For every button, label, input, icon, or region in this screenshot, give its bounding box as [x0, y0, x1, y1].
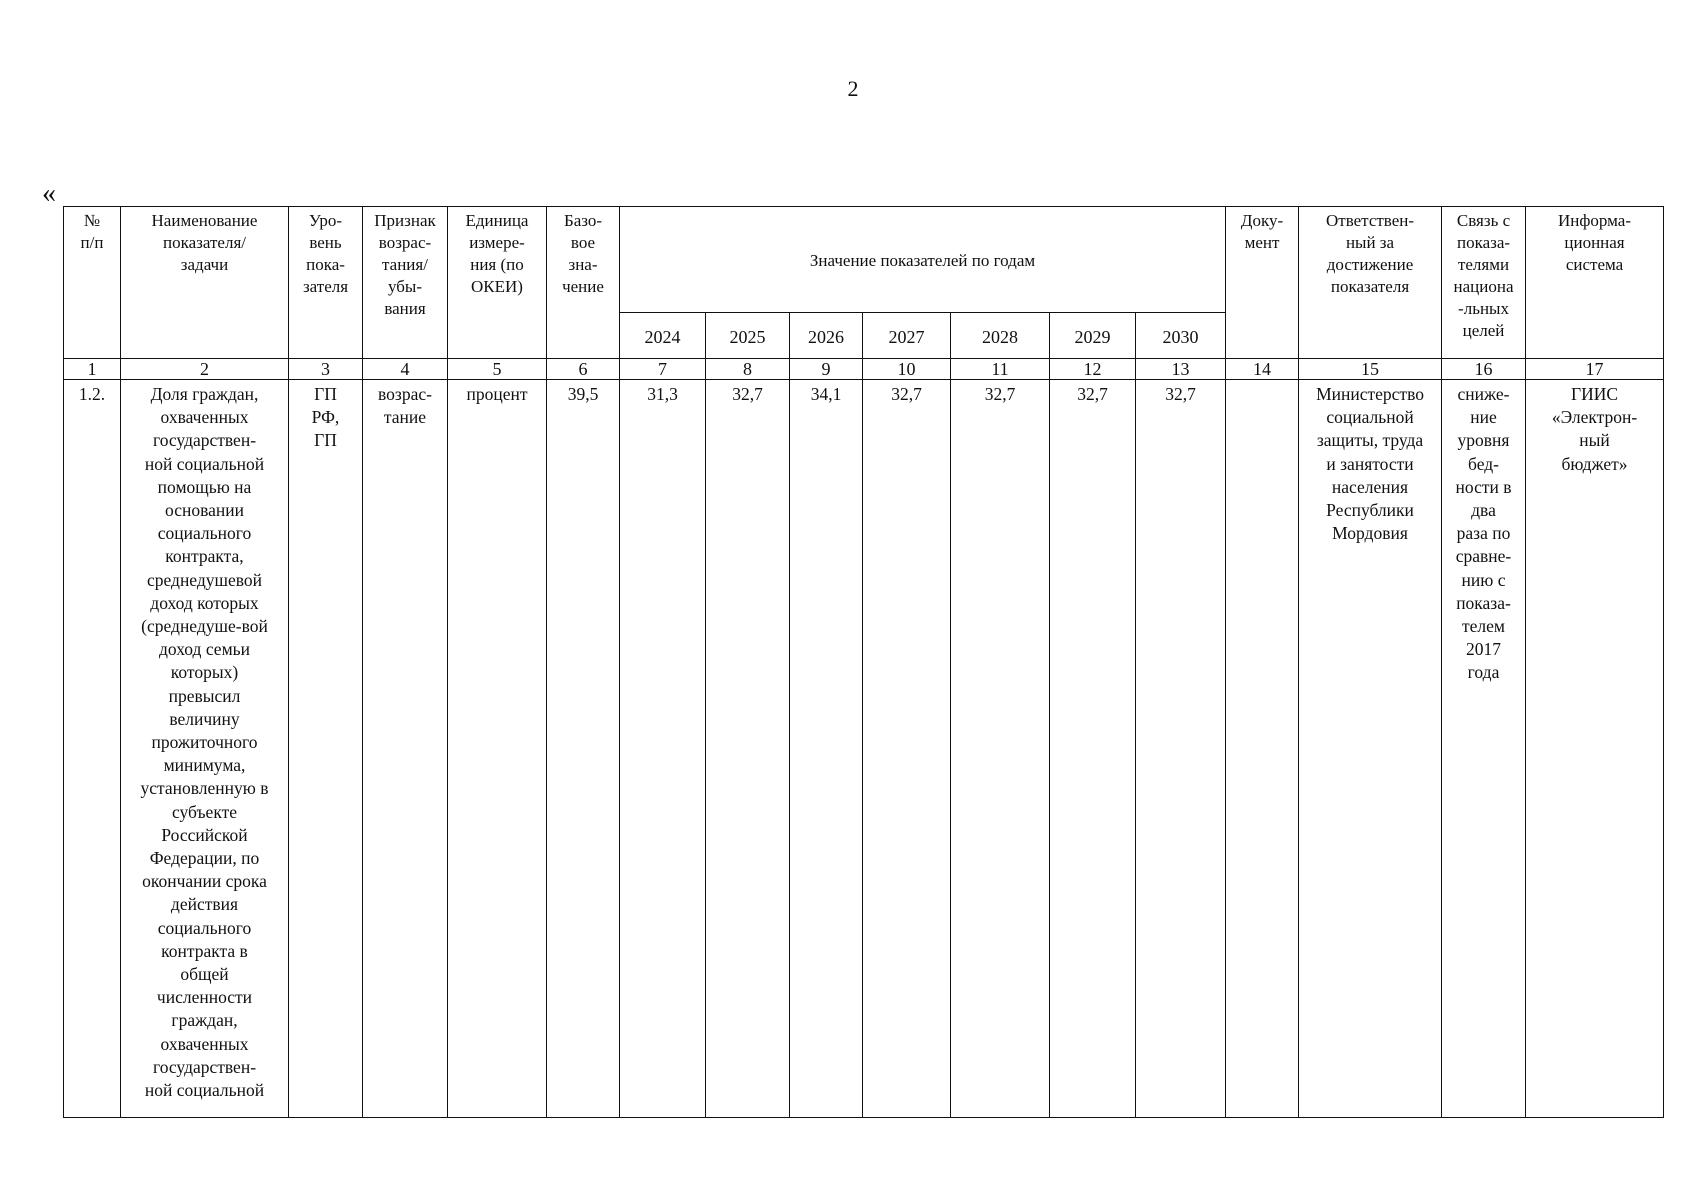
year-value: 32,7: [1136, 380, 1226, 1118]
header-row-number: № п/п: [64, 207, 121, 359]
year-value: 32,7: [1050, 380, 1136, 1118]
indicator-level: ГП РФ, ГП: [289, 380, 363, 1118]
column-number: 15: [1299, 359, 1442, 380]
header-base-value: Базо- вое зна- чение: [547, 207, 620, 359]
header-document: Доку- мент: [1226, 207, 1299, 359]
column-number: 1: [64, 359, 121, 380]
header-indicator-name: Наименование показателя/ задачи: [121, 207, 289, 359]
header-responsible: Ответствен- ный за достижение показателя: [1299, 207, 1442, 359]
header-values-by-year: Значение показателей по годам: [620, 207, 1226, 313]
column-number: 2: [121, 359, 289, 380]
header-row: [64, 207, 1664, 313]
year-value: 32,7: [951, 380, 1050, 1118]
column-number: 17: [1526, 359, 1664, 380]
information-system: ГИИС «Электрон- ный бюджет»: [1526, 380, 1664, 1118]
column-number: 6: [547, 359, 620, 380]
column-number: 3: [289, 359, 363, 380]
column-number: 12: [1050, 359, 1136, 380]
header-year: 2026: [790, 313, 863, 359]
responsible: Министерство социальной защиты, труда и занятости населения Республики Мордовия: [1299, 380, 1442, 1118]
column-number: 4: [363, 359, 448, 380]
year-value: 34,1: [790, 380, 863, 1118]
column-number: 9: [790, 359, 863, 380]
opening-quote-mark: «: [42, 178, 56, 209]
header-information-system: Информа- ционная система: [1526, 207, 1664, 359]
column-number: 10: [863, 359, 951, 380]
document: [1226, 380, 1299, 1118]
column-number: 8: [706, 359, 790, 380]
indicator-name: Доля граждан, охваченных государствен- ной социальной помощью на основании социального контракта, среднедушевой доход которых (среднедуше-вой доход семьи которых) превысил величину прожиточного минимума, установленную в субъекте Российской Федерации, по окончании срока действия социального контракта в общей численности граждан, охваченных государствен- ной социальной: [121, 380, 289, 1118]
year-value: 32,7: [706, 380, 790, 1118]
row-number: 1.2.: [64, 380, 121, 1118]
base-value: 39,5: [547, 380, 620, 1118]
column-number: 5: [448, 359, 547, 380]
unit: процент: [448, 380, 547, 1118]
column-number: 7: [620, 359, 706, 380]
indicators-table: [63, 206, 1664, 1118]
column-number: 14: [1226, 359, 1299, 380]
header-year: 2024: [620, 313, 706, 359]
column-number: 16: [1442, 359, 1526, 380]
header-national-goals-link: Связь с показа- телями национа -льных целей: [1442, 207, 1526, 359]
trend-sign: возрас- тание: [363, 380, 448, 1118]
year-value: 32,7: [863, 380, 951, 1118]
header-unit: Единица измере- ния (по ОКЕИ): [448, 207, 547, 359]
header-trend-sign: Признак возрас- тания/ убы- вания: [363, 207, 448, 359]
year-value: 31,3: [620, 380, 706, 1118]
national-goal-link: сниже- ние уровня бед- ности в два раза по сравне- нию с показа- телем 2017 года: [1442, 380, 1526, 1118]
column-numbers-row: [64, 359, 1664, 380]
column-number: 11: [951, 359, 1050, 380]
header-year: 2030: [1136, 313, 1226, 359]
page-number: 2: [847, 76, 859, 101]
header-indicator-level: Уро- вень пока- зателя: [289, 207, 363, 359]
header-year: 2025: [706, 313, 790, 359]
table-row: [64, 380, 1664, 1118]
header-year: 2029: [1050, 313, 1136, 359]
header-year: 2027: [863, 313, 951, 359]
header-year: 2028: [951, 313, 1050, 359]
column-number: 13: [1136, 359, 1226, 380]
